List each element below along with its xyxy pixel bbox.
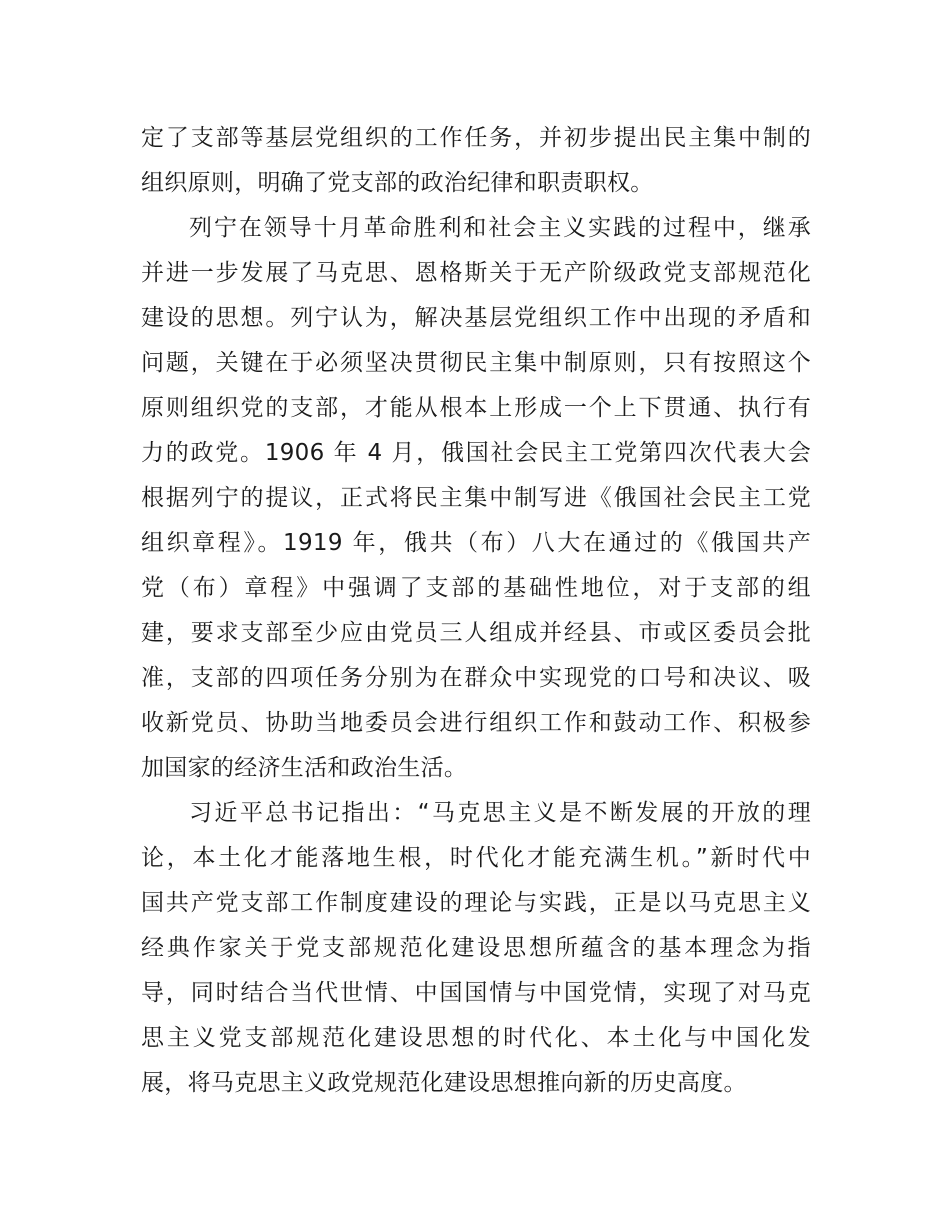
paragraph-2-line-12: 收新党员、协助当地委员会进行组织工作和鼓动工作、积极参 (141, 710, 811, 736)
paragraph-2-line-3: 建设的思想。列宁认为，解决基层党组织工作中出现的矛盾和 (141, 305, 811, 331)
document-body (141, 116, 811, 1106)
paragraph-2-line-13: 加国家的经济生活和政治生活。 (141, 755, 468, 781)
paragraph-2-line-8: 组织章程》。1919 年，俄共（布）八大在通过的《俄国共产 (141, 530, 811, 556)
paragraph-1-line-2: 组织原则，明确了党支部的政治纪律和职责职权。 (141, 170, 654, 196)
paragraph-3-line-5: 导，同时结合当代世情、中国国情与中国党情，实现了对马克 (141, 980, 811, 1006)
paragraph-2-line-4: 问题，关键在于必须坚决贯彻民主集中制原则，只有按照这个 (141, 350, 811, 376)
paragraph-3-line-7: 展，将马克思主义政党规范化建设思想推向新的历史高度。 (141, 1070, 747, 1096)
paragraph-2-line-7: 根据列宁的提议，正式将民主集中制写进《俄国社会民主工党 (141, 485, 811, 511)
paragraph-3-line-1: 习近平总书记指出：“马克思主义是不断发展的开放的理 (189, 800, 811, 826)
paragraph-3-line-4: 经典作家关于党支部规范化建设思想所蕴含的基本理念为指 (141, 935, 811, 961)
paragraph-3-line-2: 论，本土化才能落地生根，时代化才能充满生机。”新时代中 (141, 845, 811, 871)
paragraph-2-line-6: 力的政党。1906 年 4 月，俄国社会民主工党第四次代表大会 (141, 440, 811, 466)
paragraph-3-line-6: 思主义党支部规范化建设思想的时代化、本土化与中国化发 (141, 1025, 811, 1051)
paragraph-2-line-1: 列宁在领导十月革命胜利和社会主义实践的过程中，继承 (189, 215, 811, 241)
paragraph-1-line-1: 定了支部等基层党组织的工作任务，并初步提出民主集中制的 (141, 125, 811, 151)
paragraph-2-line-5: 原则组织党的支部，才能从根本上形成一个上下贯通、执行有 (141, 395, 811, 421)
paragraph-2-line-11: 准，支部的四项任务分别为在群众中实现党的口号和决议、吸 (141, 665, 811, 691)
paragraph-2-line-10: 建，要求支部至少应由党员三人组成并经县、市或区委员会批 (141, 620, 811, 646)
paragraph-2-line-9: 党（布）章程》中强调了支部的基础性地位，对于支部的组 (141, 575, 811, 601)
paragraph-3-line-3: 国共产党支部工作制度建设的理论与实践，正是以马克思主义 (141, 890, 811, 916)
paragraph-2-line-2: 并进一步发展了马克思、恩格斯关于无产阶级政党支部规范化 (141, 260, 811, 286)
